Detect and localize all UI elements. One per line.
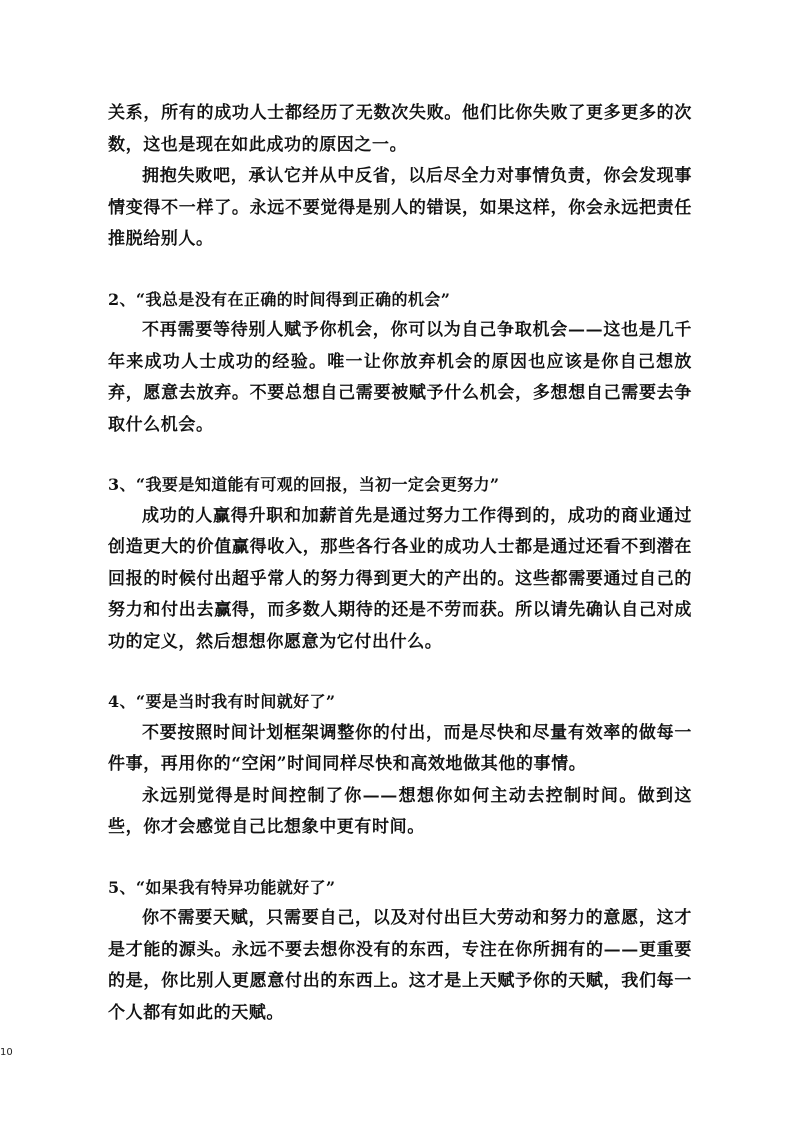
section-paragraph: 不要按照时间计划框架调整你的付出，而是尽快和尽量有效率的做每一件事，再用你的“空闲”时间同样尽快和高效地做其他的事情。: [108, 722, 692, 774]
section-heading: 2、“我总是没有在正确的时间得到正确的机会”: [108, 289, 451, 309]
section-heading: 5、“如果我有特异功能就好了”: [108, 877, 336, 897]
intro-continuation: 关系，所有的成功人士都经历了无数次失败。他们比你失败了更多更多的次数，这也是现在如此成功的原因之一。: [108, 103, 692, 155]
section-3: [108, 469, 692, 658]
intro-paragraph: 拥抱失败吧，承认它并从中反省，以后尽全力对事情负责，你会发现事情变得不一样了。永远不要觉得是别人的错误，如果这样，你会永远把责任推脱给别人。: [108, 166, 692, 249]
page-number: 10: [0, 1047, 13, 1058]
section-paragraph: 你不需要天赋，只需要自己，以及对付出巨大劳动和努力的意愿，这才是才能的源头。永远不要去想你没有的东西，专注在你所拥有的——更重要的是，你比别人更愿意付出的东西上。这才是上天赋予你的天赋，我们每一个人都有如此的天赋。: [108, 908, 692, 1023]
document-page: [108, 98, 692, 1029]
section-paragraph: 不再需要等待别人赋予你机会，你可以为自己争取机会——这也是几千年来成功人士成功的经验。唯一让你放弃机会的原因也应该是你自己想放弃，愿意去放弃。不要总想自己需要被赋予什么机会，多想想自己需要去争取什么机会。: [108, 320, 692, 435]
section-gap: [108, 256, 692, 284]
section-5: [108, 872, 692, 1030]
section-gap: [108, 844, 692, 872]
section-heading: 3、“我要是知道能有可观的回报，当初一定会更努力”: [108, 475, 500, 494]
section-4: [108, 686, 692, 844]
section-gap: [108, 658, 692, 686]
section-paragraph: 成功的人赢得升职和加薪首先是通过努力工作得到的，成功的商业通过创造更大的价值赢得收入，那些各行各业的成功人士都是通过还看不到潜在回报的时候付出超乎常人的努力得到更大的产出的。这些都需要通过自己的努力和付出去赢得，而多数人期待的还是不劳而获。所以请先确认自己对成功的定义，然后想想你愿意为它付出什么。: [108, 505, 692, 652]
section-heading: 4、“要是当时我有时间就好了”: [108, 692, 336, 711]
section-paragraph: 永远别觉得是时间控制了你——想想你如何主动去控制时间。做到这些，你才会感觉自己比想象中更有时间。: [108, 785, 692, 837]
section-gap: [108, 441, 692, 469]
section-2: [108, 284, 692, 442]
